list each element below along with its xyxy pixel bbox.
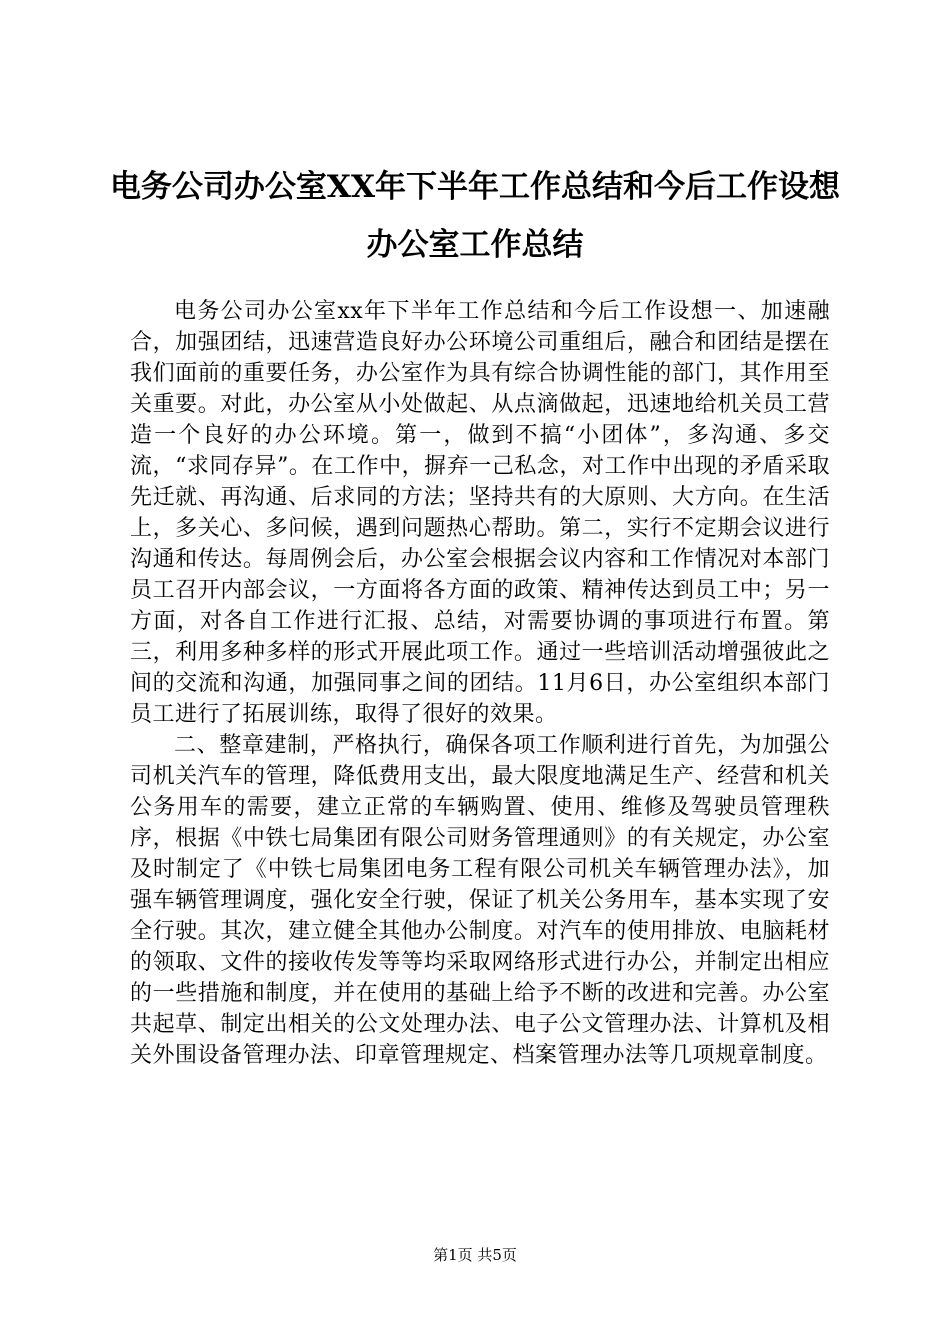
paragraph-1: 电务公司办公室xx年下半年工作总结和今后工作设想一、加速融合，加强团结，迅速营造良好办公环境公司重组后，融合和团结是摆在我们面前的重要任务，办公室作为具有综合协调性能的部门，其作用至关重要。对此，办公室从小处做起、从点滴做起，迅速地给机关员工营造一个良好的办公环境。第一，做到不搞“小团体”，多沟通、多交流，“求同存异”。在工作中，摒弃一己私念，对工作中出现的矛盾采取先迁就、再沟通、后求同的方法；坚持共有的大原则、大方向。在生活上，多关心、多问候，遇到问题热心帮助。第二，实行不定期会议进行沟通和传达。每周例会后，办公室会根据会议内容和工作情况对本部门员工召开内部会议，一方面将各方面的政策、精神传达到员工中；另一方面，对各自工作进行汇报、总结，对需要协调的事项进行布置。第三，利用多种多样的形式开展此项工作。通过一些培训活动增强彼此之间的交流和沟通，加强同事之间的团结。11月6日，办公室组织本部门员工进行了拓展训练，取得了很好的效果。 (130, 299, 830, 727)
document-body (130, 296, 830, 1071)
page-footer: 第1页 共5页 (433, 1246, 517, 1264)
paragraph-2: 二、整章建制，严格执行，确保各项工作顺利进行首先，为加强公司机关汽车的管理，降低费用支出，最大限度地满足生产、经营和机关公务用车的需要，建立正常的车辆购置、使用、维修及驾驶员管理秩序，根据《中铁七局集团有限公司财务管理通则》的有关规定，办公室及时制定了《中铁七局集团电务工程有限公司机关车辆管理办法》，加强车辆管理调度，强化安全行驶，保证了机关公务用车，基本实现了安全行驶。其次，建立健全其他办公制度。对汽车的使用排放、电脑耗材的领取、文件的接收传发等等均采取网络形式进行办公，并制定出相应的一些措施和制度，并在使用的基础上给予不断的改进和完善。办公室共起草、制定出相关的公文处理办法、电子公文管理办法、计算机及相关外围设备管理办法、印章管理规定、档案管理办法等几项规章制度。 (130, 733, 830, 1068)
document-title: 电务公司办公室XX年下半年工作总结和今后工作设想办公室工作总结 (109, 169, 841, 263)
